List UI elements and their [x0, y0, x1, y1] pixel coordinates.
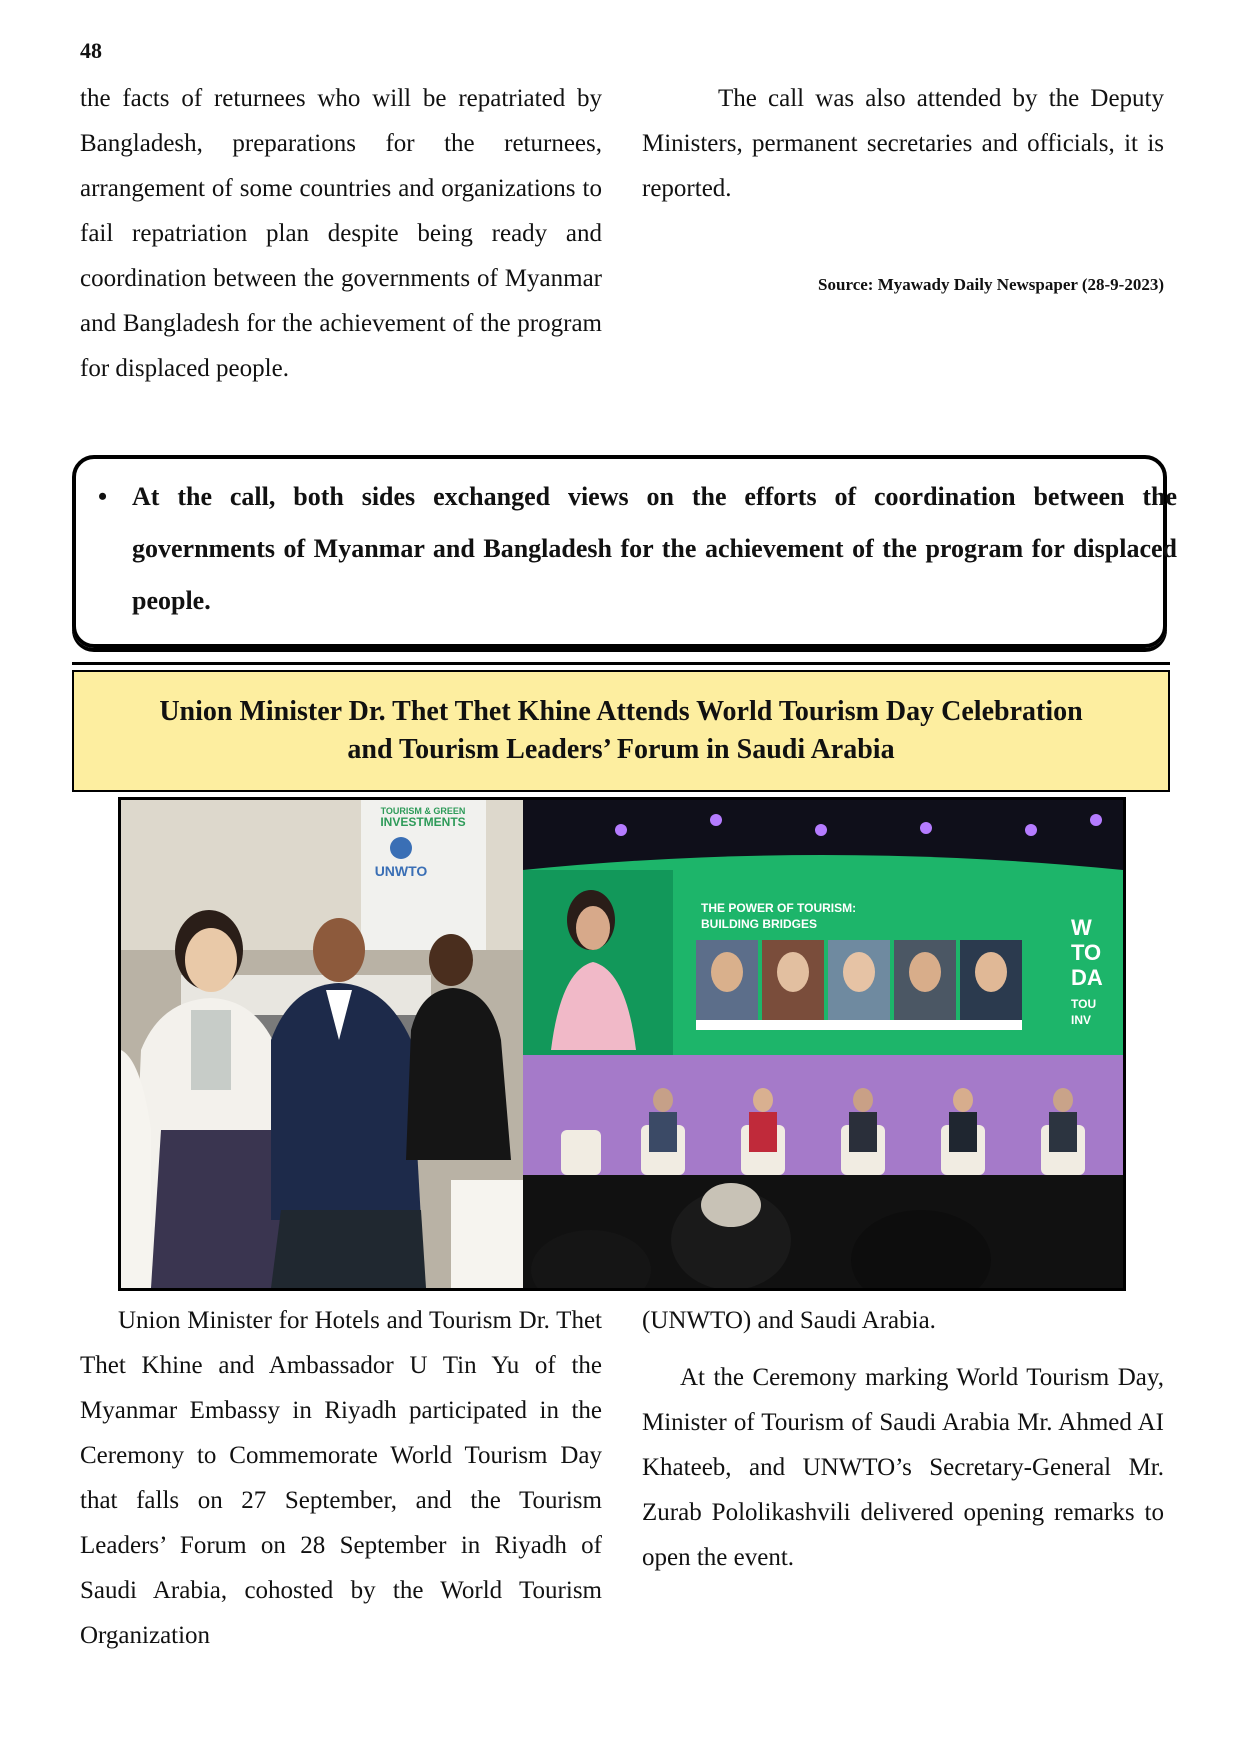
- svg-text:TOU: TOU: [1071, 997, 1097, 1011]
- banner-text: TOURISM & GREEN: [380, 806, 466, 816]
- headline-line-2: and Tourism Leaders’ Forum in Saudi Arabia: [347, 734, 895, 765]
- svg-text:TO: TO: [1071, 940, 1102, 965]
- article-headline: [72, 670, 1170, 792]
- article-photo: [118, 797, 1126, 1291]
- paragraph: (UNWTO) and Saudi Arabia.: [642, 1307, 936, 1334]
- unwto-globe-icon: [390, 837, 412, 859]
- paragraph: At the Ceremony marking World Tourism Day, Minister of Tourism of Saudi Arabia Mr. Ahmed AI Khateeb, and UNWTO’s Secretary-General Mr. Zurab Pololikashvili delivered opening remarks to open the event.: [642, 1364, 1164, 1571]
- unwto-logo-text: UNWTO: [374, 863, 428, 879]
- divider: [72, 662, 1170, 665]
- screen-title: THE POWER OF TOURISM:: [701, 901, 857, 915]
- photo-collage: [121, 800, 1123, 1288]
- speaker-portraits: [696, 940, 1022, 1030]
- callout-text: At the call, both sides exchanged views on the efforts of coordination between the governments of Myanmar and Bangladesh for the achievement of the program for displaced people.: [132, 482, 1177, 615]
- callout-box: [72, 455, 1177, 648]
- article-continuation-right: [642, 76, 1164, 211]
- callout-item: [92, 471, 1177, 627]
- stage-photo: [523, 800, 1123, 1288]
- article-continuation-left: [80, 76, 602, 391]
- audience-photo: [121, 800, 523, 1288]
- page-number: 48: [80, 38, 102, 63]
- bullet-icon: •: [98, 482, 108, 511]
- svg-text:DA: DA: [1071, 965, 1103, 990]
- article-body-left: [80, 1298, 602, 1658]
- paragraph: the facts of returnees who will be repatriated by Bangladesh, preparations for the returnees, arrangement of some countries and organizations to fail repatriation plan despite being ready and coordination between the governments of Myanmar and Bangladesh for the achievement of the program for displaced people.: [80, 85, 602, 382]
- paragraph: The call was also attended by the Deputy Ministers, permanent secretaries and officials, it is reported.: [642, 85, 1164, 202]
- screen-title: BUILDING BRIDGES: [701, 917, 818, 931]
- paragraph: Union Minister for Hotels and Tourism Dr. Thet Thet Khine and Ambassador U Tin Yu of the Myanmar Embassy in Riyadh participated in the Ceremony to Commemorate World Tourism Day that falls on 27 September, and the Tourism Leaders’ Forum on 28 September in Riyadh of Saudi Arabia, cohosted by the World Tourism Organization: [80, 1307, 602, 1649]
- svg-text:W: W: [1071, 915, 1092, 940]
- source-citation: Source: Myawady Daily Newspaper (28-9-2023): [818, 275, 1164, 294]
- headline-line-1: Union Minister Dr. Thet Thet Khine Attends World Tourism Day Celebration: [159, 696, 1083, 727]
- banner-text: INVESTMENTS: [380, 815, 466, 829]
- svg-text:INV: INV: [1071, 1013, 1092, 1027]
- article-body-right: [642, 1298, 1164, 1580]
